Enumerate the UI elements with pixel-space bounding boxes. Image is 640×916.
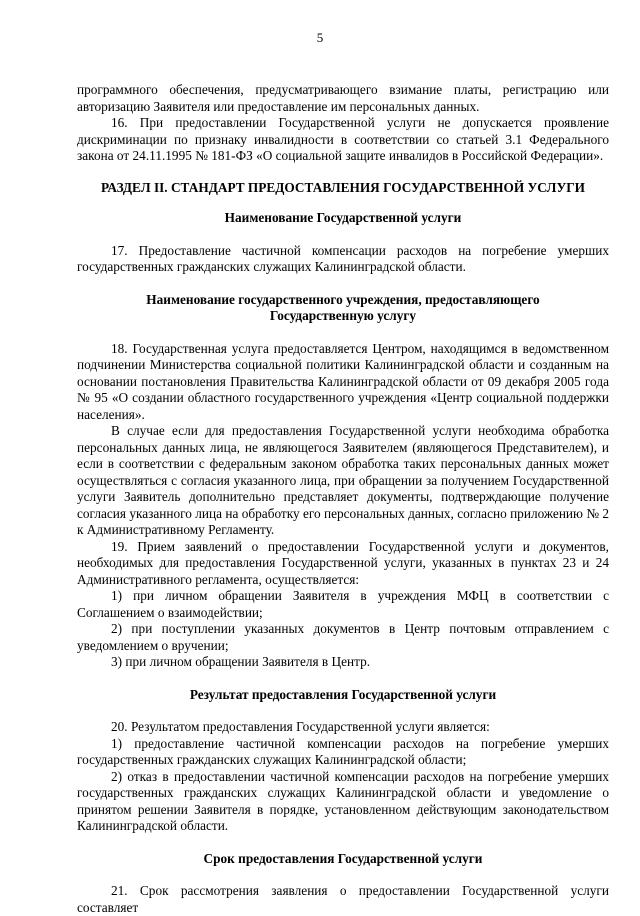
heading-institution-line2: Государственную услугу <box>269 308 417 323</box>
heading-service-name: Наименование Государственной услуги <box>224 210 462 225</box>
paragraph-18: 18. Государственная услуга предоставляется Центром, находящимся в ведомственном подчинении Министерства социальной политики Калининградской области и созданным на основании постановления Правительства Калининградской области от 09 декабря 2005 года № 95 «О создании областного государственного учреждения «Центр социальной поддержки населения». <box>77 340 609 422</box>
paragraph-19: 19. Прием заявлений о предоставлении Государственной услуги и документов, необходимых для предоставления Государственной услуги, указанных в пунктах 23 и 24 Административного регламента, осуществляется: <box>77 538 609 587</box>
paragraph-20: 20. Результатом предоставления Государственной услуги является: <box>111 719 490 734</box>
paragraph-21: 21. Срок рассмотрения заявления о предоставлении Государственной услуги составляет <box>77 883 609 915</box>
heading-term: Срок предоставления Государственной услуги <box>203 850 483 866</box>
heading-institution-line1: Наименование государственного учреждения, предоставляющего <box>146 291 540 307</box>
paragraph-17: 17. Предоставление частичной компенсации расходов на погребение умерших государственных гражданских служащих Калининградской области. <box>77 242 609 274</box>
paragraph-continuation: программного обеспечения, предусматривающего взимание платы, регистрацию или авторизацию Заявителя или предоставление им персональных данных. <box>77 82 609 114</box>
paragraph-20-item-2: 2) отказ в предоставлении частичной компенсации расходов на погребение умерших государственных гражданских служащих Калининградской области и уведомление о принятом решении Заявителя в порядке, установленном действующим законодательством Калининградской области. <box>77 768 609 833</box>
paragraph-19-item-2: 2) при поступлении указанных документов в Центр почтовым отправлением с уведомлением о вручении; <box>77 621 609 653</box>
heading-result: Результат предоставления Государственной услуги <box>189 686 497 702</box>
page-number: 5 <box>316 30 324 45</box>
paragraph-16: 16. При предоставлении Государственной услуги не допускается проявление дискриминации по признаку инвалидности в соответствии со статьей 3.1 Федерального закона от 24.11.1995 № 181-ФЗ «О социальной защите инвалидов в Российской Федерации». <box>77 115 609 163</box>
paragraph-19-item-1: 1) при личном обращении Заявителя в учреждения МФЦ в соответствии с Соглашением о взаимодействии; <box>77 588 609 620</box>
document-body <box>77 82 609 916</box>
paragraph-18-consent: В случае если для предоставления Государственной услуги необходима обработка персональных данных лица, не являющегося Заявителем (являющегося Представителем), и если в соответствии с федеральным законом обработка таких персональных данных может осуществляться с согласия указанного лица, при обращении за получением Государственной услуги Заявитель дополнительно представляет документы, подтверждающие получение согласия указанного лица на обработку его персональных данных, согласно приложению № 2 к Административному Регламенту. <box>77 423 609 537</box>
paragraph-20-item-1: 1) предоставление частичной компенсации расходов на погребение умерших государственных гражданских служащих Калининградской области; <box>77 735 609 767</box>
paragraph-19-item-3: 3) при личном обращении Заявителя в Центр. <box>111 654 371 669</box>
section-title: РАЗДЕЛ II. СТАНДАРТ ПРЕДОСТАВЛЕНИЯ ГОСУДАРСТВЕННОЙ УСЛУГИ <box>100 179 586 195</box>
